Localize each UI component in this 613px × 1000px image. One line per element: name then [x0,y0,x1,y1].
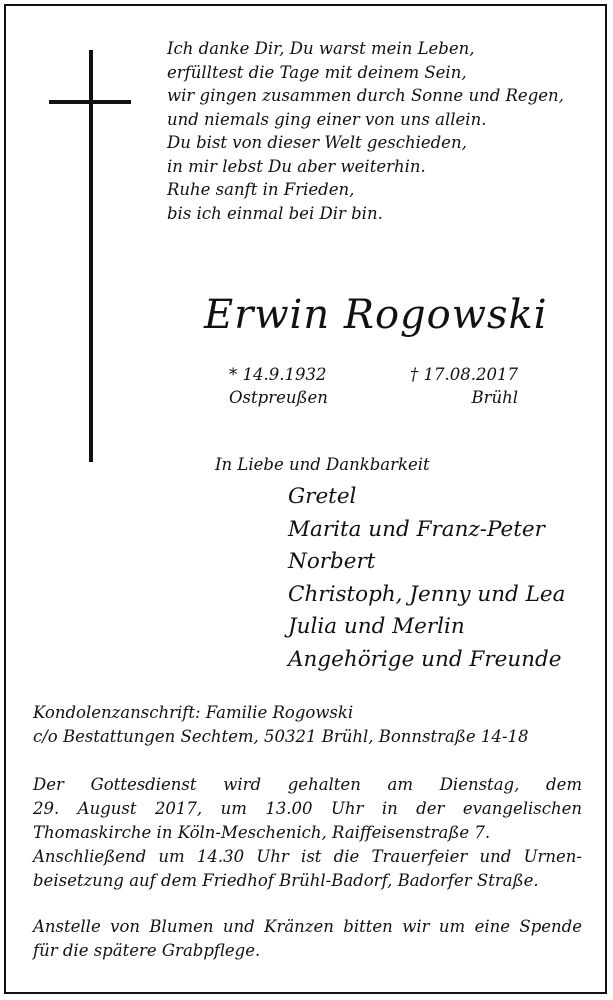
mourner-name: Christoph, Jenny und Lea [288,581,566,607]
condolence-address [33,701,528,749]
death-date: † 17.08.2017 [410,365,518,384]
mourner-name: Norbert [288,549,376,574]
death-place: Brühl [471,388,518,407]
birth-place: Ostpreußen [229,388,328,407]
birth-date: * 14.9.1932 [229,365,327,384]
death-info [410,363,518,409]
condolence-line: Kondolenzanschrift: Familie Rogowski [33,703,354,722]
poem-line: erfülltest die Tage mit deinem Sein, [167,62,467,82]
flowers-request [33,915,582,963]
mourner-name: Angehörige und Freunde [288,646,562,672]
mourners-list [288,481,565,676]
service-line: 29. August 2017, um 13.00 Uhr in der evangelischen [33,799,582,818]
service-line: beisetzung auf dem Friedhof Brühl-Badorf, Badorfer Straße. [33,871,539,890]
service-line: Anschließend um 14.30 Uhr ist die Trauerfeier und Urnen- [33,847,582,866]
poem-line: Du bist von dieser Welt geschieden, [167,133,467,152]
birth-info [229,363,328,409]
poem-line: wir gingen zusammen durch Sonne und Regen, [167,86,564,105]
mourner-name: Marita und Franz-Peter [288,516,545,542]
condolence-line: c/o Bestattungen Sechtem, 50321 Brühl, Bonnstraße 14-18 [33,727,529,746]
mourner-name: Julia und Merlin [288,614,465,639]
poem-line: Ich danke Dir, Du warst mein Leben, [167,39,475,58]
poem-line: Ruhe sanft in Frieden, [167,180,355,199]
service-line: Der Gottesdienst wird gehalten am Dienstag, dem [33,775,582,794]
cross-icon-bar [49,100,131,104]
service-info [33,773,582,893]
mourner-name: Gretel [288,484,357,509]
poem-line: und niemals ging einer von uns allein. [167,109,487,129]
service-line: Thomaskirche in Köln-Meschenich, Raiffeisenstraße 7. [33,823,491,842]
deceased-name: Erwin Rogowski [204,292,548,338]
poem-line: in mir lebst Du aber weiterhin. [167,156,426,176]
cross-icon [89,50,93,462]
poem [167,37,564,225]
flowers-line: für die spätere Grabpflege. [33,941,261,960]
mourners-intro: In Liebe und Dankbarkeit [215,455,430,474]
poem-line: bis ich einmal bei Dir bin. [167,203,383,223]
flowers-line: Anstelle von Blumen und Kränzen bitten wir um eine Spende [33,917,582,936]
